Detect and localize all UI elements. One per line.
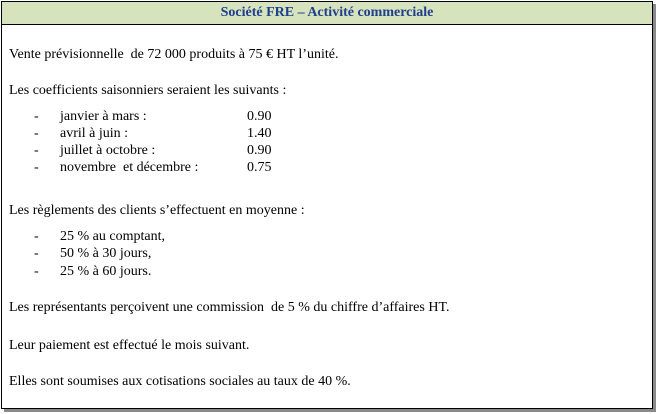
list-dash: - [34, 246, 39, 261]
list-dash: - [34, 229, 39, 244]
seasonal-coefficients-intro: Les coefficients saisonniers seraient les suivants : [9, 83, 287, 98]
payment-term: 25 % à 60 jours. [60, 264, 152, 279]
period-label: avril à juin : [60, 126, 129, 141]
coefficient-value: 0.90 [247, 143, 272, 158]
payment-term: 25 % au comptant, [60, 229, 165, 244]
period-label: juillet à octobre : [60, 143, 156, 158]
coefficient-value: 1.40 [247, 126, 272, 141]
document-title: Société FRE – Activité commerciale [2, 2, 652, 25]
list-dash: - [34, 126, 39, 141]
list-dash: - [34, 160, 39, 175]
list-dash: - [34, 109, 39, 124]
social-charges-text: Elles sont soumises aux cotisations sociales au taux de 40 %. [9, 374, 351, 389]
coefficient-value: 0.90 [247, 109, 272, 124]
list-dash: - [34, 264, 39, 279]
payment-term: 50 % à 30 jours, [60, 246, 152, 261]
period-label: janvier à mars : [60, 109, 147, 124]
period-label: novembre et décembre : [60, 160, 199, 175]
payments-intro: Les règlements des clients s’effectuent en moyenne : [9, 203, 305, 218]
coefficient-value: 0.75 [247, 160, 272, 175]
forecast-sales-text: Vente prévisionnelle de 72 000 produits à 75 € HT l’unité. [9, 47, 339, 62]
list-dash: - [34, 143, 39, 158]
payment-timing-text: Leur paiement est effectué le mois suivant. [9, 338, 250, 353]
document-frame [1, 1, 653, 409]
commission-text: Les représentants perçoivent une commission de 5 % du chiffre d’affaires HT. [9, 300, 450, 315]
